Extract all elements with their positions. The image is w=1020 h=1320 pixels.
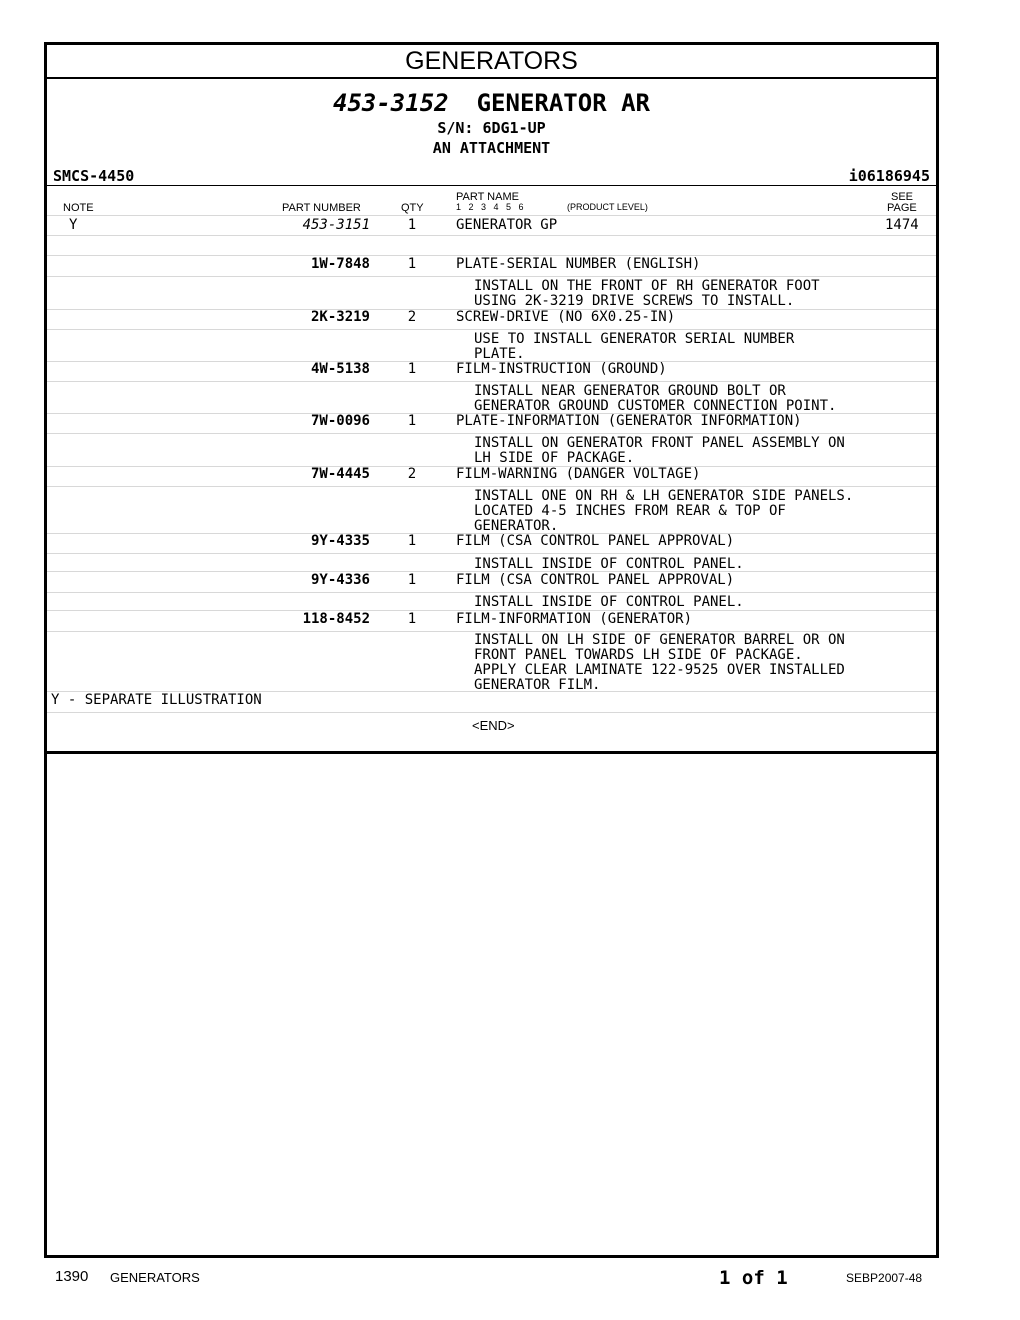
col-part-number: PART NUMBER: [282, 202, 361, 214]
row-part-name: FILM (CSA CONTROL PANEL APPROVAL): [456, 533, 735, 549]
table-bottom-rule: [47, 751, 936, 754]
row-notes: INSTALL ON LH SIDE OF GENERATOR BARREL OR ON FRONT PANEL TOWARDS LH SIDE OF PACKAGE. APPLY CLEAR LAMINATE 122-9525 OVER INSTALLED GENERATOR FILM.: [474, 632, 845, 693]
row-qty: 1: [407, 572, 417, 588]
row-part-number[interactable]: 4W-5138: [310, 361, 370, 377]
row-rule: [47, 712, 936, 713]
row-part-number[interactable]: 7W-4445: [310, 466, 370, 482]
row-qty: 1: [407, 217, 417, 233]
row-qty: 2: [407, 309, 417, 325]
row-rule: [47, 381, 936, 382]
row-rule: [47, 433, 936, 434]
row-part-number[interactable]: 9Y-4336: [310, 572, 370, 588]
row-qty: 1: [407, 361, 417, 377]
row-qty: 1: [407, 611, 417, 627]
footer-page-of: 1 of 1: [719, 1267, 788, 1289]
footer-page-number: 1390: [55, 1268, 89, 1285]
row-qty: 1: [407, 533, 417, 549]
document-ident: i06186945: [848, 167, 930, 185]
row-part-number[interactable]: 2K-3219: [310, 309, 370, 325]
smcs-code: SMCS-4450: [53, 167, 135, 185]
col-page: PAGE: [887, 202, 917, 214]
row-part-number[interactable]: 7W-0096: [310, 413, 370, 429]
row-qty: 2: [407, 466, 417, 482]
row-rule: [47, 553, 936, 554]
row-part-number[interactable]: 1W-7848: [310, 256, 370, 272]
row-part-name: GENERATOR GP: [456, 217, 558, 233]
end-marker: <END>: [472, 718, 515, 733]
row-part-name: PLATE-INFORMATION (GENERATOR INFORMATION): [456, 413, 802, 429]
row-notes: INSTALL ON GENERATOR FRONT PANEL ASSEMBLY ON LH SIDE OF PACKAGE.: [474, 435, 845, 466]
row-notes: INSTALL INSIDE OF CONTROL PANEL.: [474, 594, 744, 610]
col-levels: 1 2 3 4 5 6: [456, 202, 524, 212]
arrangement-type: AN ATTACHMENT: [432, 139, 551, 157]
row-note: Y: [69, 217, 78, 233]
arrangement-part-name: GENERATOR AR: [476, 89, 650, 117]
row-notes: INSTALL INSIDE OF CONTROL PANEL.: [474, 556, 744, 572]
col-product-level: (PRODUCT LEVEL): [567, 202, 648, 212]
col-see: SEE: [891, 191, 914, 203]
row-rule: [47, 329, 936, 330]
row-part-name: FILM-INSTRUCTION (GROUND): [456, 361, 667, 377]
row-notes: INSTALL ON THE FRONT OF RH GENERATOR FOOT USING 2K-3219 DRIVE SCREWS TO INSTALL.: [474, 278, 820, 309]
row-part-number[interactable]: 9Y-4335: [310, 533, 370, 549]
row-notes: INSTALL ONE ON RH & LH GENERATOR SIDE PANELS. LOCATED 4-5 INCHES FROM REAR & TOP OF GENERATOR.: [474, 488, 854, 534]
row-rule: [47, 276, 936, 277]
row-qty: 1: [407, 256, 417, 272]
parts-page-frame: [44, 42, 939, 1258]
row-part-name: FILM-INFORMATION (GENERATOR): [456, 611, 693, 627]
col-part-name: PART NAME: [456, 191, 519, 203]
row-part-name: FILM (CSA CONTROL PANEL APPROVAL): [456, 572, 735, 588]
serial-range: S/N: 6DG1-UP: [437, 119, 546, 137]
col-qty: QTY: [401, 202, 424, 214]
row-rule: [47, 486, 936, 487]
row-notes: USE TO INSTALL GENERATOR SERIAL NUMBER PLATE.: [474, 331, 795, 362]
footer-section: GENERATORS: [110, 1270, 200, 1285]
row-part-name: PLATE-SERIAL NUMBER (ENGLISH): [456, 256, 701, 272]
col-note: NOTE: [63, 202, 94, 214]
row-qty: 1: [407, 413, 417, 429]
row-part-name: FILM-WARNING (DANGER VOLTAGE): [456, 466, 701, 482]
arrangement-header: [47, 89, 936, 117]
section-title: GENERATORS: [47, 45, 936, 79]
row-rule: [47, 592, 936, 593]
column-header-rule: [47, 215, 936, 216]
arrangement-part-number: 453-3152: [333, 89, 449, 117]
header-rule: [47, 185, 936, 186]
illustration-legend: Y - SEPARATE ILLUSTRATION: [51, 692, 262, 708]
row-rule: [47, 235, 936, 236]
row-part-name: SCREW-DRIVE (NO 6X0.25-IN): [456, 309, 676, 325]
row-part-number[interactable]: 118-8452: [302, 611, 370, 627]
row-part-number[interactable]: 453-3151: [302, 217, 370, 233]
row-notes: INSTALL NEAR GENERATOR GROUND BOLT OR GENERATOR GROUND CUSTOMER CONNECTION POINT.: [474, 383, 837, 414]
row-see-page[interactable]: 1474: [885, 217, 919, 233]
footer-doc-id: SEBP2007-48: [846, 1271, 923, 1285]
